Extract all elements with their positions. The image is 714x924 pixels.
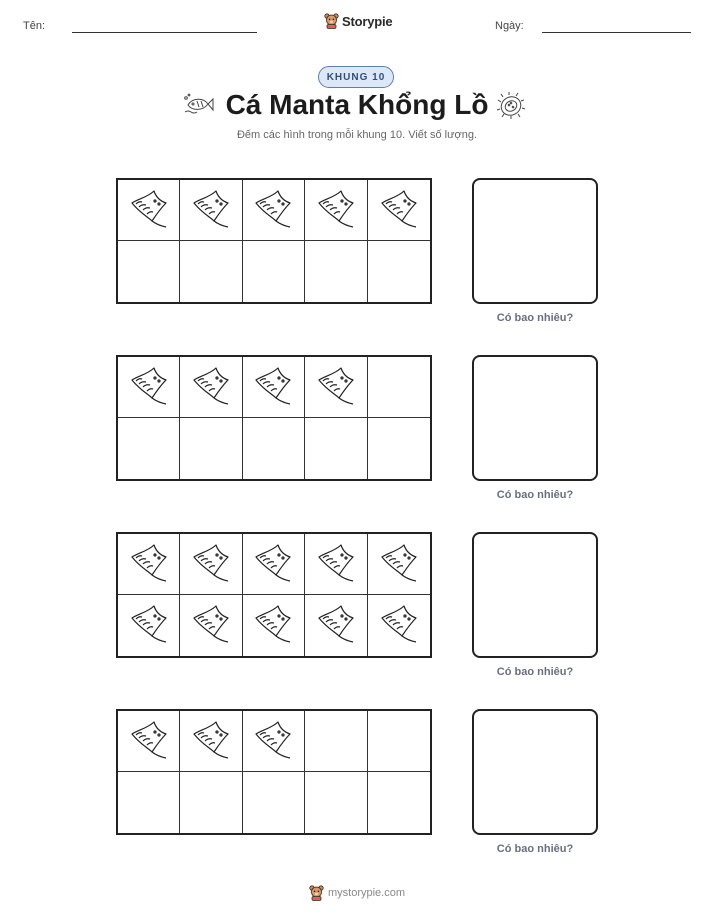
frame-cell [368, 534, 430, 595]
manta-ray-icon [378, 602, 420, 649]
answer-box[interactable] [472, 178, 598, 304]
answer-prompt: Có bao nhiêu? [496, 843, 574, 855]
frame-cell [118, 772, 180, 833]
frame-cell [180, 357, 242, 418]
frame-cell [180, 772, 242, 833]
frame-cell [305, 534, 367, 595]
bear-mascot-icon [309, 885, 324, 901]
ten-frame [116, 178, 432, 304]
manta-ray-icon [315, 541, 357, 588]
manta-ray-icon [128, 187, 170, 234]
brand-logo [324, 13, 392, 29]
frame-cell [305, 595, 367, 656]
frame-cell [180, 595, 242, 656]
frame-cell [368, 711, 430, 772]
manta-ray-icon [128, 364, 170, 411]
frame-cell [243, 241, 305, 302]
frame-cell [118, 534, 180, 595]
footer-url: mystorypie.com [327, 887, 406, 899]
frame-cell [243, 595, 305, 656]
frame-cell [305, 180, 367, 241]
date-field[interactable] [542, 32, 691, 33]
manta-ray-icon [252, 541, 294, 588]
frame-cell [180, 241, 242, 302]
ten-frame [116, 355, 432, 481]
frame-cell [305, 711, 367, 772]
frame-cell [118, 180, 180, 241]
frame-cell [180, 180, 242, 241]
frame-cell [243, 534, 305, 595]
manta-ray-icon [378, 187, 420, 234]
manta-ray-icon [252, 187, 294, 234]
answer-prompt: Có bao nhiêu? [496, 312, 574, 324]
frame-cell [243, 711, 305, 772]
date-label: Ngày: [495, 20, 524, 32]
page-title: Cá Manta Khổng Lồ [225, 89, 489, 120]
name-field[interactable] [72, 32, 257, 33]
answer-box[interactable] [472, 355, 598, 481]
manta-ray-icon [252, 364, 294, 411]
frame-cell [368, 595, 430, 656]
name-label: Tên: [23, 20, 46, 32]
answer-box[interactable] [472, 532, 598, 658]
manta-ray-icon [128, 718, 170, 765]
frame-cell [368, 772, 430, 833]
manta-ray-icon [190, 602, 232, 649]
manta-ray-icon [128, 541, 170, 588]
manta-ray-icon [128, 602, 170, 649]
manta-ray-icon [190, 187, 232, 234]
manta-ray-icon [190, 364, 232, 411]
manta-ray-icon [315, 364, 357, 411]
ten-frame [116, 532, 432, 658]
frame-cell [118, 241, 180, 302]
ten-frame [116, 709, 432, 835]
bear-mascot-icon [324, 13, 339, 29]
frame-cell [368, 241, 430, 302]
frame-cell [368, 418, 430, 479]
frame-cell [243, 772, 305, 833]
frame-cell [305, 241, 367, 302]
frame-cell [368, 180, 430, 241]
instructions: Đếm các hình trong mỗi khung 10. Viết số lượng. [236, 129, 477, 141]
frame-cell [180, 711, 242, 772]
manta-ray-icon [252, 718, 294, 765]
footer [0, 885, 714, 901]
frame-cell [180, 534, 242, 595]
frame-cell [118, 711, 180, 772]
sea-urchin-icon [496, 92, 526, 120]
frame-cell [118, 595, 180, 656]
answer-prompt: Có bao nhiêu? [496, 666, 574, 678]
answer-box[interactable] [472, 709, 598, 835]
frame-cell [243, 357, 305, 418]
manta-ray-icon [190, 541, 232, 588]
brand-name: Storypie [342, 13, 393, 29]
frame-cell [180, 418, 242, 479]
frame-cell [243, 180, 305, 241]
manta-ray-icon [252, 602, 294, 649]
answer-prompt: Có bao nhiêu? [496, 489, 574, 501]
manta-ray-icon [190, 718, 232, 765]
manta-ray-icon [378, 541, 420, 588]
frame-cell [118, 418, 180, 479]
frame-cell [243, 418, 305, 479]
manta-ray-icon [315, 187, 357, 234]
frame-cell [118, 357, 180, 418]
activity-badge: KHUNG 10 [318, 66, 394, 88]
frame-cell [368, 357, 430, 418]
frame-cell [305, 772, 367, 833]
manta-ray-icon [315, 602, 357, 649]
frame-cell [305, 357, 367, 418]
frame-cell [305, 418, 367, 479]
